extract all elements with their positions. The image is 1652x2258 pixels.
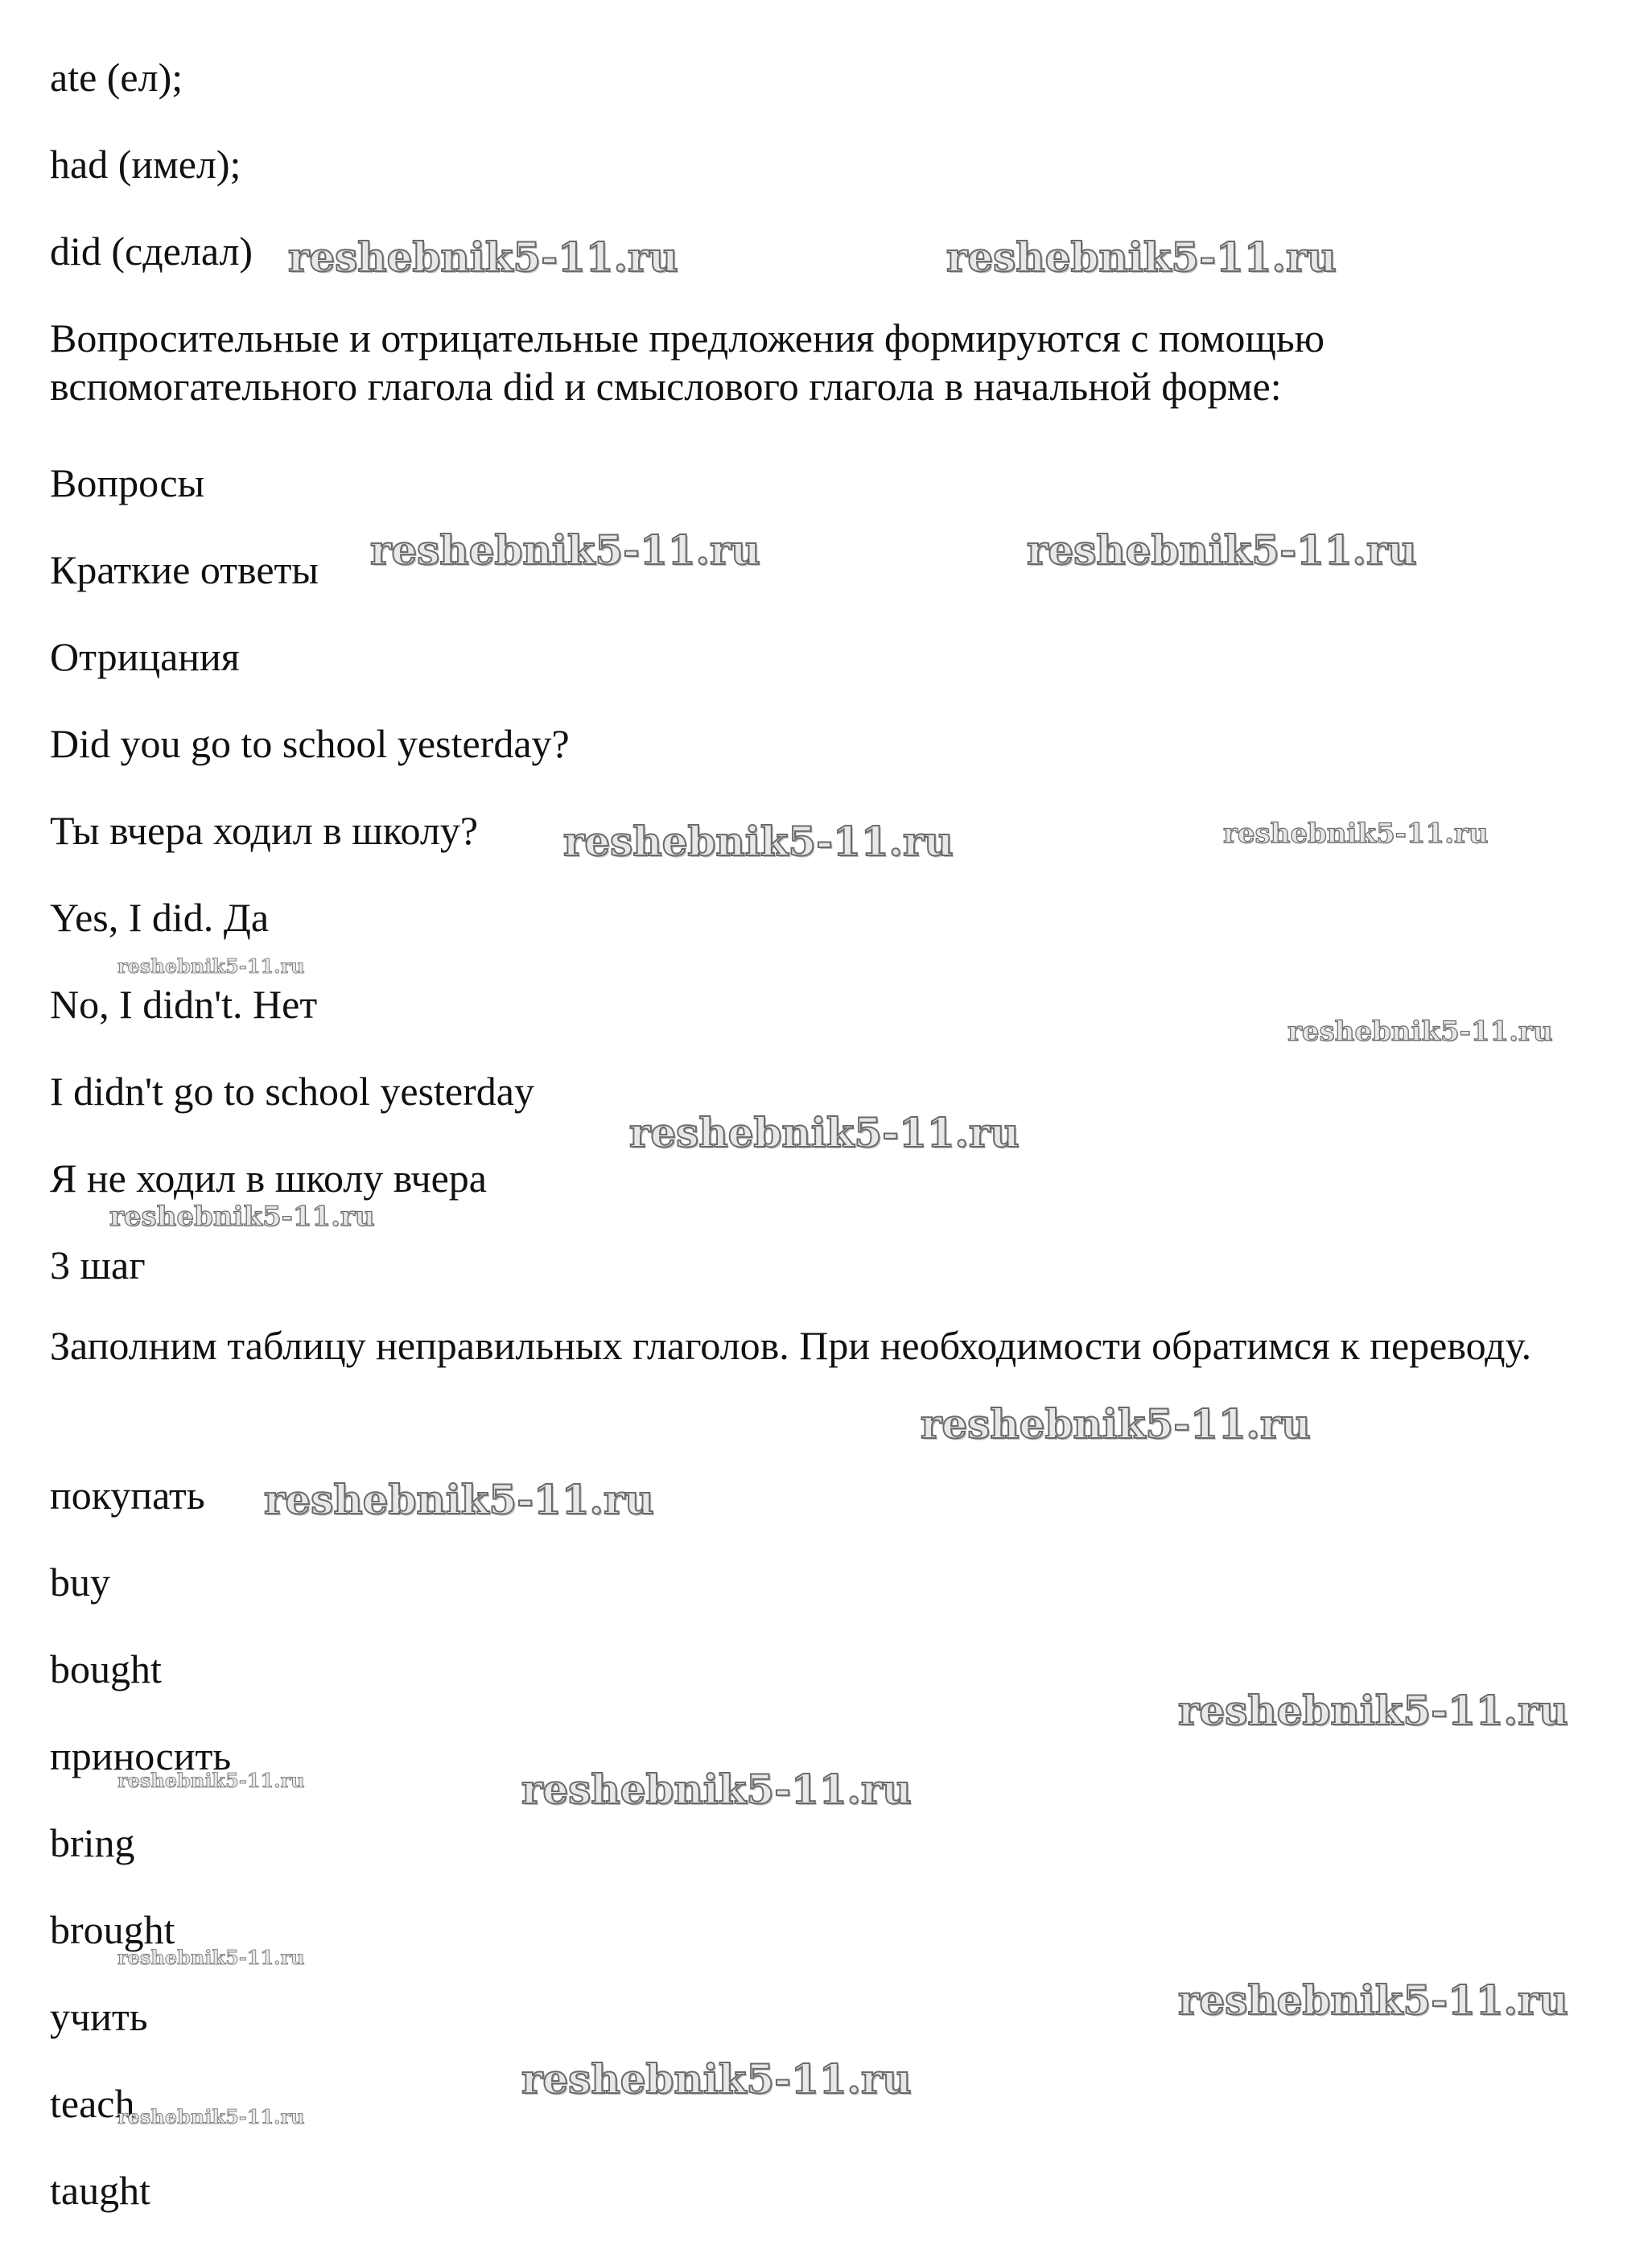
watermark: reshebnik5-11.ru — [288, 233, 678, 281]
watermark: reshebnik5-11.ru — [264, 1476, 654, 1523]
text-line-yes: Yes, I did. Да — [50, 895, 270, 940]
watermark: reshebnik5-11.ru — [946, 233, 1337, 281]
text-line-question-ru: Ты вчера ходил в школу? — [50, 808, 479, 853]
text-line-bought: bought — [50, 1646, 162, 1691]
watermark: reshebnik5-11.ru — [921, 1400, 1311, 1448]
paragraph-irregular-verbs: Заполним таблицу неправильных глаголов. При необходимости обратимся к переводу. — [50, 1323, 1532, 1368]
watermark: reshebnik5-11.ru — [1178, 1687, 1568, 1734]
text-line-had: had (имел); — [50, 142, 241, 187]
text-line-bring-ru: приносить — [50, 1733, 232, 1778]
text-line-teach: teach — [50, 2081, 135, 2126]
watermark: reshebnik5-11.ru — [117, 1946, 305, 1969]
watermark: reshebnik5-11.ru — [1223, 818, 1489, 850]
text-line-buy: buy — [50, 1560, 110, 1605]
text-line-did: did (сделал) — [50, 229, 253, 274]
text-line-ate: ate (ел); — [50, 55, 183, 100]
watermark: reshebnik5-11.ru — [117, 954, 305, 978]
watermark: reshebnik5-11.ru — [117, 1769, 305, 1792]
watermark: reshebnik5-11.ru — [1178, 1976, 1568, 2024]
text-line-question-en: Did you go to school yesterday? — [50, 721, 570, 766]
watermark: reshebnik5-11.ru — [563, 818, 954, 865]
text-line-bring: bring — [50, 1820, 135, 1865]
text-line-no: No, I didn't. Нет — [50, 982, 318, 1027]
watermark: reshebnik5-11.ru — [1027, 526, 1417, 574]
text-line-negative-ru: Я не ходил в школу вчера — [50, 1156, 487, 1201]
paragraph-questions-negatives: Вопросительные и отрицательные предложения формируются с помощью вспомогательного глагола did и смыслового глагола в начальной форме: — [50, 315, 1325, 409]
watermark: reshebnik5-11.ru — [109, 1201, 375, 1233]
text-line-negative-en: I didn't go to school yesterday — [50, 1069, 534, 1114]
watermark: reshebnik5-11.ru — [117, 2105, 305, 2128]
text-line-step-3: 3 шаг — [50, 1242, 146, 1288]
text-line-brought: brought — [50, 1907, 175, 1952]
watermark: reshebnik5-11.ru — [629, 1109, 1020, 1156]
text-line-short-answers: Краткие ответы — [50, 547, 319, 592]
watermark: reshebnik5-11.ru — [1287, 1016, 1553, 1048]
text-line-questions: Вопросы — [50, 460, 205, 505]
text-line-negations: Отрицания — [50, 634, 240, 679]
watermark: reshebnik5-11.ru — [521, 1766, 912, 1813]
text-line-teach-ru: учить — [50, 1994, 148, 2039]
watermark: reshebnik5-11.ru — [521, 2055, 912, 2103]
watermark: reshebnik5-11.ru — [370, 526, 760, 574]
text-line-taught: taught — [50, 2168, 150, 2213]
text-line-buy-ru: покупать — [50, 1473, 205, 1518]
